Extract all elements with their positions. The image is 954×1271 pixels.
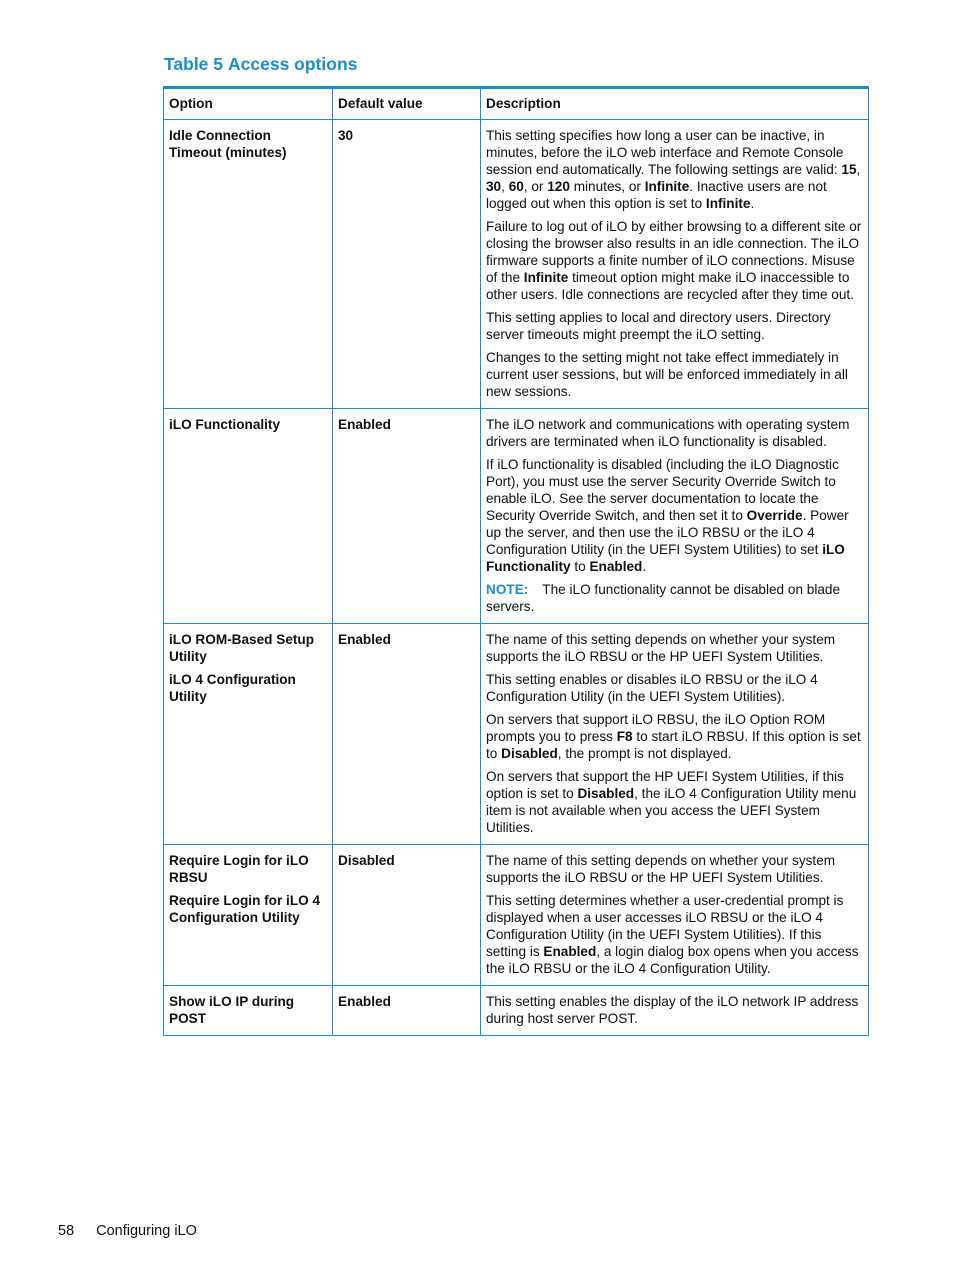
default-value-cell: Enabled (333, 986, 481, 1036)
table-row (164, 409, 869, 624)
description-paragraph: The name of this setting depends on whether your system supports the iLO RBSU or the HP UEFI System Utilities. (486, 853, 836, 885)
table-caption-title: Access options (228, 54, 358, 74)
page-footer (58, 1223, 197, 1239)
description-paragraph: This setting enables the display of the iLO network IP address during host server POST. (486, 994, 859, 1026)
option-cell (164, 986, 333, 1036)
description-paragraph: Failure to log out of iLO by either browsing to a different site or closing the browser also results in an idle connection. The iLO firmware supports a finite number of iLO connections. Misuse of the Infinite timeout option might make iLO inaccessible to other users. Idle connections are recycled after they time out. (486, 219, 862, 302)
option-name: Require Login for iLO RBSU (169, 853, 309, 885)
description-paragraph: On servers that support iLO RBSU, the iLO Option ROM prompts you to press F8 to start iLO RBSU. If this option is set to Disabled, the prompt is not displayed. (486, 712, 861, 761)
description-paragraph: The iLO network and communications with operating system drivers are terminated when iLO functionality is disabled. (486, 417, 850, 449)
header-default-value: Default value (333, 88, 481, 120)
description-cell (481, 845, 869, 986)
option-name: iLO ROM-Based Setup Utility (169, 632, 315, 664)
option-name: iLO Functionality (169, 417, 281, 432)
option-name: iLO 4 Configuration Utility (169, 672, 296, 704)
option-cell (164, 624, 333, 845)
option-cell (164, 845, 333, 986)
default-value-cell: 30 (333, 120, 481, 409)
description-paragraph: If iLO functionality is disabled (including the iLO Diagnostic Port), you must use the server Security Override Switch to enable iLO. See the server documentation to locate the Security Override Switch, and then set it to Override. Power up the server, and then use the iLO RBSU or the iLO 4 Configuration Utility (in the UEFI System Utilities) to set iLO Functionality to Enabled. (486, 457, 849, 574)
description-paragraph: This setting applies to local and directory users. Directory server timeouts might preempt the iLO setting. (486, 310, 831, 342)
description-paragraph: On servers that support the HP UEFI System Utilities, if this option is set to Disabled, the iLO 4 Configuration Utility menu item is not available when you access the UEFI System Utilities. (486, 769, 857, 835)
description-paragraph: NOTE: The iLO functionality cannot be disabled on blade servers. (486, 582, 841, 614)
table-row (164, 120, 869, 409)
table-row (164, 845, 869, 986)
default-value-cell: Enabled (333, 624, 481, 845)
default-value-cell: Enabled (333, 409, 481, 624)
table-caption-label: Table 5 (164, 54, 224, 74)
option-name: Idle Connection Timeout (minutes) (169, 128, 287, 160)
table-body (164, 120, 869, 1036)
table-header-row (164, 88, 869, 120)
description-cell (481, 120, 869, 409)
footer-section-title: Configuring iLO (96, 1223, 197, 1239)
option-cell (164, 120, 333, 409)
description-cell (481, 986, 869, 1036)
header-description: Description (481, 88, 869, 120)
description-cell (481, 409, 869, 624)
description-paragraph: The name of this setting depends on whether your system supports the iLO RBSU or the HP UEFI System Utilities. (486, 632, 836, 664)
default-value-cell: Disabled (333, 845, 481, 986)
description-paragraph: This setting specifies how long a user can be inactive, in minutes, before the iLO web interface and Remote Console session end automatically. The following settings are valid: 15, 30, 60, or 120 minutes, or Infinite. Inactive users are not logged out when this option is set to Infinite. (486, 128, 861, 211)
option-name: Show iLO IP during POST (169, 994, 295, 1026)
description-cell (481, 624, 869, 845)
access-options-table (163, 86, 869, 1036)
option-name: Require Login for iLO 4 Configuration Utility (169, 893, 321, 925)
description-paragraph: Changes to the setting might not take effect immediately in current user sessions, but will be enforced immediately in all new sessions. (486, 350, 848, 399)
description-paragraph: This setting determines whether a user-credential prompt is displayed when a user accesses iLO RBSU or the iLO 4 Configuration Utility (in the UEFI System Utilities). If this setting is Enabled, a login dialog box opens when you access the iLO RBSU or the iLO 4 Configuration Utility. (486, 893, 859, 976)
option-cell (164, 409, 333, 624)
header-option: Option (164, 88, 333, 120)
table-row (164, 986, 869, 1036)
page-number: 58 (58, 1223, 75, 1239)
table-row (164, 624, 869, 845)
table-caption (164, 54, 357, 75)
description-paragraph: This setting enables or disables iLO RBSU or the iLO 4 Configuration Utility (in the UEFI System Utilities). (486, 672, 818, 704)
